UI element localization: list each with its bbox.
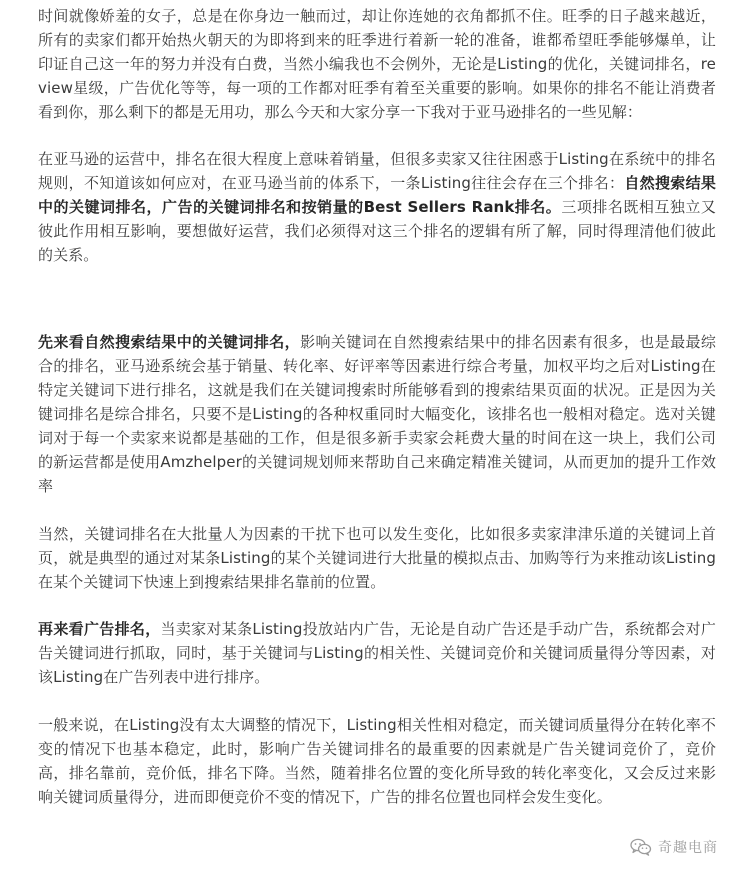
paragraph-emphasis: 自然搜索结果中的关键词排名，广告的关键词排名和按销量的Best Sellers Rank排名。 [38, 174, 716, 216]
paragraph-text: 当然，关键词排名在大批量人为因素的干扰下也可以发生变化，比如很多卖家津津乐道的关键词上首页，就是典型的通过对某条Listing的某个关键词进行大批量的模拟点击、加购等行为来推动该Listing在某个关键词下快速上到搜索结果排名靠前的位置。 [38, 525, 716, 591]
paragraph-organic-ranking [38, 330, 716, 498]
paragraph-text: 三项排名既相互独立又彼此作用相互影响，要想做好运营，我们必须得对这三个排名的逻辑有所了解，同时得理清他们彼此的关系。 [38, 198, 716, 264]
watermark-text: 奇趣电商 [658, 840, 718, 856]
paragraph-text: 影响关键词在自然搜索结果中的排名因素有很多，也是最最综合的排名，亚马逊系统会基于销量、转化率、好评率等因素进行综合考量，加权平均之后对Listing在特定关键词下进行排名，这就是我们在关键词搜索时所能够看到的搜索结果页面的状况。正是因为关键词排名是综合排名，只要不是Listing的各种权重同时大幅变化，该排名也一般相对稳定。选对关键词对于每一个卖家来说都是基础的工作，但是很多新手卖家会耗费大量的时间在这一块上，我们公司的新运营都是使用Amzhelper的关键词规划师来帮助自己来确定精准关键词，从而更加的提升工作效率 [38, 333, 717, 495]
paragraph-text: 当卖家对某条Listing投放站内广告，无论是自动广告还是手动广告，系统都会对广告关键词进行抓取，同时，基于关键词与Listing的相关性、关键词竞价和关键词质量得分等因素，对该Listing在广告列表中进行排序。 [38, 620, 716, 686]
paragraph-intro [38, 4, 716, 124]
paragraph-text: 在亚马逊的运营中，排名在很大程度上意味着销量，但很多卖家又往往困惑于Listing在系统中的排名规则，不知道该如何应对，在亚马逊当前的体系下，一条Listing往往会存在三个排名： [38, 150, 716, 192]
watermark [630, 837, 718, 857]
paragraph-bid-factors [38, 713, 716, 809]
paragraph-emphasis: 先来看自然搜索结果中的关键词排名， [38, 333, 301, 351]
paragraph-text: 一般来说，在Listing没有太大调整的情况下，Listing相关性相对稳定，而关键词质量得分在转化率不变的情况下也基本稳定，此时，影响广告关键词排名的最重要的因素就是广告关键词竞价了，竞价高，排名靠前，竞价低，排名下降。当然，随着排名位置的变化所导致的转化率变化，又会反过来影响关键词质量得分，进而即便竞价不变的情况下，广告的排名位置也同样会发生变化。 [38, 716, 716, 806]
paragraph-emphasis: 再来看广告排名， [38, 620, 161, 638]
paragraph-text: 时间就像娇羞的女子，总是在你身边一触而过，却让你连她的衣角都抓不住。旺季的日子越来越近，所有的卖家们都开始热火朝天的为即将到来的旺季进行着新一轮的准备，谁都希望旺季能够爆单，让印证自己这一年的努力并没有白费，当然小编我也不会例外，无论是Listing的优化，关键词排名，review星级，广告优化等等，每一项的工作都对旺季有着至关重要的影响。如果你的排名不能让消费者看到你，那么剩下的都是无用功，那么今天和大家分享一下我对于亚马逊排名的一些见解： [38, 7, 716, 121]
paragraph-ad-ranking [38, 617, 716, 689]
paragraph-ranking-overview [38, 147, 716, 267]
article-body [38, 4, 716, 809]
paragraph-manipulation [38, 522, 716, 594]
wechat-icon [630, 838, 652, 856]
